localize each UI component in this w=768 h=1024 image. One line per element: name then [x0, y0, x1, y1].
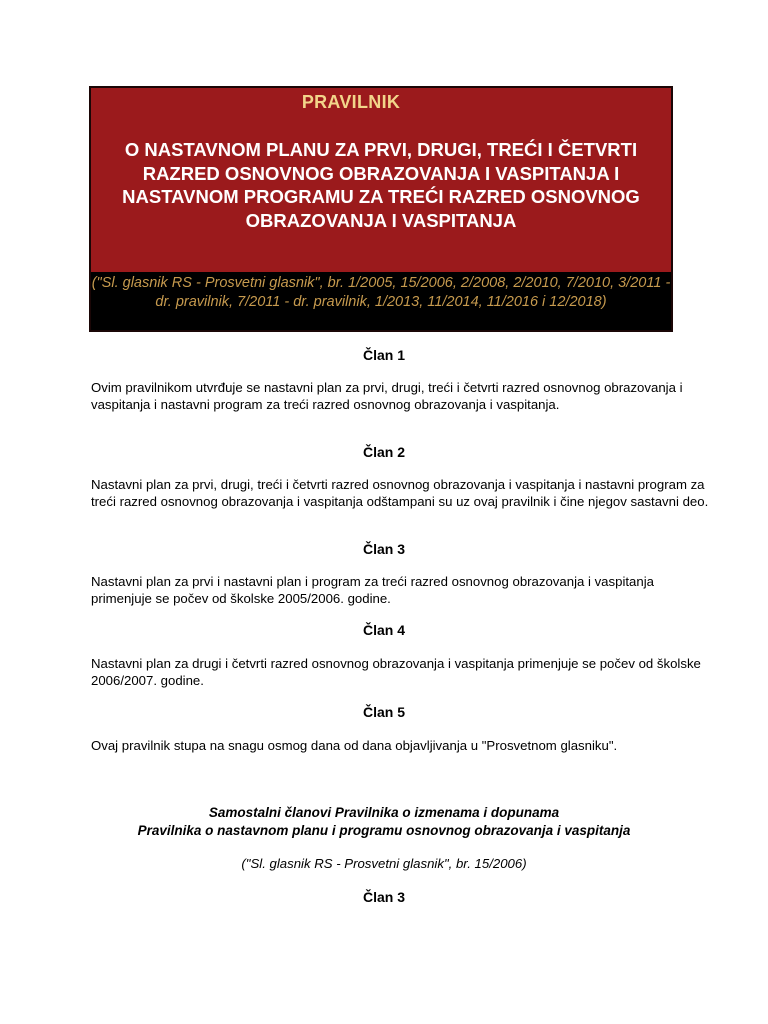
amendment-citation: ("Sl. glasnik RS - Prosvetni glasnik", br. 15/2006): [241, 856, 527, 871]
article-5-heading: Član 5: [362, 704, 405, 720]
amendment-title-line-1: Samostalni članovi Pravilnika o izmenama i dopunama: [208, 805, 560, 820]
article-5-text: Ovaj pravilnik stupa na snagu osmog dana od dana objavljivanja u "Prosvetnom glasniku".: [91, 738, 618, 753]
document-citation: ("Sl. glasnik RS - Prosvetni glasnik", br. 1/2005, 15/2006, 2/2008, 2/2010, 7/2010, 3/2011 - dr. pravilnik, 7/2011 - dr. pravilnik, 1/2013, 11/2014, 11/2016 i 12/2018): [91, 272, 671, 330]
article-3-text: Nastavni plan za prvi i nastavni plan i program za treći razred osnovnog obrazovanja i vaspitanja primenjuje se počev od školske 2005/2006. godine.: [91, 574, 654, 606]
article-3-heading: Član 3: [362, 541, 405, 557]
article-4-text: Nastavni plan za drugi i četvrti razred osnovnog obrazovanja i vaspitanja primenjuje se počev od školske 2006/2007. godine.: [91, 656, 701, 688]
article-1-text: Ovim pravilnikom utvrđuje se nastavni plan za prvi, drugi, treći i četvrti razred osnovnog obrazovanja i vaspitanja i nastavni program za treći razred osnovnog obrazovanja i vaspitanja.: [91, 380, 683, 412]
article-2-text: Nastavni plan za prvi, drugi, treći i četvrti razred osnovnog obrazovanja i vaspitanja i nastavni program za treći razred osnovnog obrazovanja i vaspitanja odštampani su uz ovaj pravilnik i čine njegov sastavni deo.: [91, 477, 709, 509]
document-header: [89, 86, 673, 332]
document-subtitle: O NASTAVNOM PLANU ZA PRVI, DRUGI, TREĆI I ČETVRTI RAZRED OSNOVNOG OBRAZOVANJA I VASPITANJA I NASTAVNOM PROGRAMU ZA TREĆI RAZRED OSNOVNOG OBRAZOVANJA I VASPITANJA: [122, 139, 640, 231]
article-1-heading: Član 1: [362, 347, 405, 363]
amendment-article-3-heading: Član 3: [362, 889, 405, 905]
article-2-heading: Član 2: [362, 444, 405, 460]
article-4-heading: Član 4: [362, 622, 405, 638]
document-title: PRAVILNIK: [301, 92, 401, 112]
amendment-title-line-2: Pravilnika o nastavnom planu i programu osnovnog obrazovanja i vaspitanja: [137, 823, 631, 838]
